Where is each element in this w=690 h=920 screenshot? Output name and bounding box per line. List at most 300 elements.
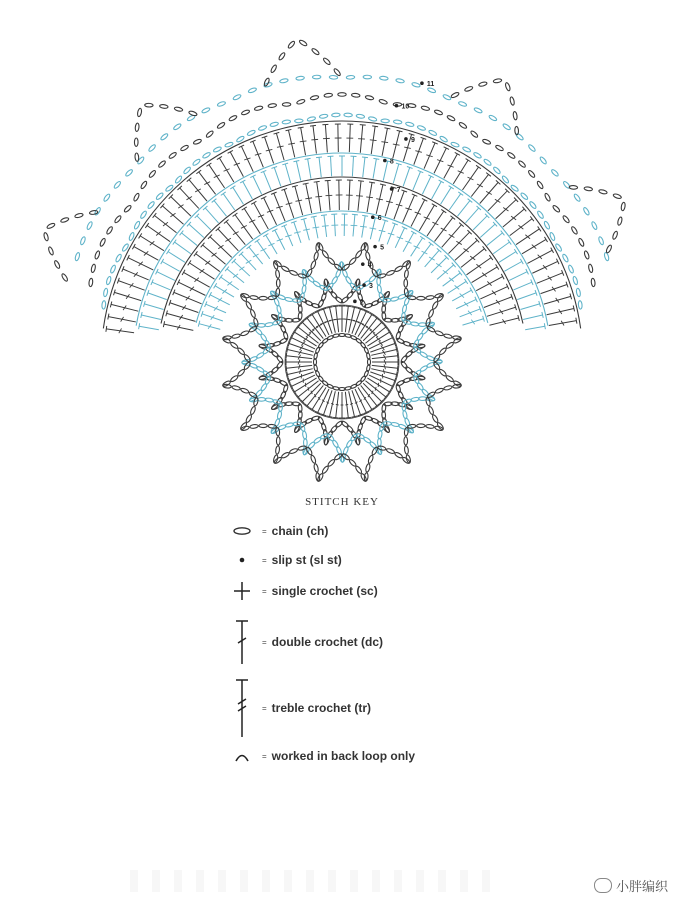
chain-stitch <box>536 180 544 189</box>
round-labels <box>360 81 435 306</box>
chain-stitch <box>404 270 409 279</box>
sc-top <box>316 157 322 158</box>
chain-stitch <box>515 133 524 141</box>
chain-stitch <box>478 81 487 87</box>
sc-top <box>544 323 545 329</box>
chain-stitch <box>180 144 189 151</box>
chain-stitch <box>355 338 362 345</box>
sc-top <box>362 157 368 158</box>
chain-stitch <box>584 250 590 259</box>
tr-top <box>466 159 471 162</box>
sc-stitch <box>285 164 291 183</box>
chain-stitch <box>539 156 547 165</box>
chain-stitch <box>322 380 329 387</box>
watermark <box>594 876 668 895</box>
chain-stitch <box>405 350 414 358</box>
chain-stitch <box>311 48 320 56</box>
chain-stitch <box>426 424 435 429</box>
sc-stitch <box>197 216 211 230</box>
dc-top <box>345 306 351 307</box>
chain-stitch <box>591 221 598 230</box>
sc-stitch <box>157 272 175 281</box>
dc-top <box>352 214 358 215</box>
legend-equals: = <box>262 586 267 596</box>
chain-stitch <box>365 252 371 261</box>
dc-top <box>314 181 320 182</box>
dc-top <box>286 365 287 371</box>
tr-bar <box>186 197 192 200</box>
sc-top <box>293 160 299 161</box>
chain-stitch <box>289 270 298 277</box>
chain-stitch <box>148 144 156 152</box>
chain-stitch <box>318 375 325 382</box>
sc-stitch <box>308 159 311 179</box>
chain-stitch <box>562 215 570 224</box>
chain-stitch <box>435 330 444 336</box>
chain-stitch <box>405 366 414 374</box>
chain-stitch <box>513 111 518 120</box>
chain-stitch <box>94 250 100 259</box>
tr-bar <box>477 184 483 187</box>
sc-stitch <box>509 272 527 281</box>
chain-stitch <box>346 425 354 434</box>
tr-top <box>196 170 201 174</box>
chain-stitch <box>453 337 462 344</box>
legend-label: single crochet (sc) <box>271 584 378 598</box>
chain-stitch <box>321 465 329 474</box>
tr-top <box>360 125 366 126</box>
tr-top <box>206 163 211 166</box>
chain-stitch <box>201 107 210 114</box>
chain-stitch <box>202 152 211 159</box>
back-loop-icon <box>228 749 256 763</box>
sc-stitch <box>181 233 197 246</box>
chain-stitch <box>445 375 454 383</box>
chain-stitch <box>103 288 108 297</box>
tr-bar <box>543 265 547 269</box>
sc-stitch <box>243 181 253 199</box>
dc-top <box>219 275 222 280</box>
center-ring <box>285 305 399 419</box>
sc-top <box>449 186 454 189</box>
chain-stitch <box>621 202 626 211</box>
chain-stitch <box>396 379 405 386</box>
chain-stitch <box>363 75 371 79</box>
chain-stitch <box>417 296 425 300</box>
dc-bar <box>322 226 329 227</box>
chain-stitch <box>405 122 414 128</box>
chain-stitch <box>495 144 504 151</box>
sc-stitch <box>319 157 321 177</box>
legend-item-double-crochet <box>228 618 383 666</box>
chain-stitch <box>330 291 338 300</box>
chain-stitch <box>228 115 237 122</box>
chain-stitch <box>140 180 148 189</box>
chain-stitch <box>237 347 246 355</box>
chain-stitch <box>450 142 459 148</box>
chain-stitch <box>48 246 54 255</box>
chain-stitch <box>572 276 578 285</box>
sc-stitch <box>449 194 461 210</box>
chain-stitch <box>86 221 93 230</box>
dc-top <box>450 216 455 220</box>
dc-top <box>464 279 467 284</box>
chain-stitch <box>296 99 305 105</box>
join-marker <box>390 187 394 191</box>
chain-stitch <box>258 125 267 131</box>
tr-bar <box>538 255 542 259</box>
chain-stitch <box>271 350 280 358</box>
sc-stitch <box>499 252 516 263</box>
sc-stitch <box>233 187 244 204</box>
chain-stitch <box>507 152 516 160</box>
dc-top <box>286 353 287 359</box>
chain-stitch <box>213 146 222 153</box>
chain-stitch <box>312 75 320 79</box>
dc-top <box>233 213 238 217</box>
legend-item-single-crochet <box>228 580 378 602</box>
sc-stitch <box>263 172 271 190</box>
chain-stitch <box>115 254 122 263</box>
chain-stitch <box>233 94 242 101</box>
chain-stitch <box>307 116 316 122</box>
chain-stitch <box>278 52 286 61</box>
chain-stitch <box>348 257 356 266</box>
tr-top <box>476 165 481 168</box>
chain-stitch <box>133 193 140 202</box>
chain-stitch <box>366 352 370 359</box>
sc-stitch <box>523 315 542 320</box>
dc-bar <box>295 200 302 201</box>
chain-stitch <box>482 139 491 146</box>
dc-bar <box>369 228 376 229</box>
join-marker <box>420 81 424 85</box>
sc-stitch <box>352 156 353 176</box>
chain-stitch <box>445 341 454 349</box>
chain-stitch <box>368 116 377 122</box>
chain-stitch <box>188 110 197 116</box>
dc-top <box>489 255 492 260</box>
chain-stitch <box>46 222 55 229</box>
chain-stitch <box>394 265 403 272</box>
chain-stitch <box>247 129 256 136</box>
dc-bar <box>305 198 312 199</box>
faint-bleed-text <box>130 870 490 892</box>
chain-stitch <box>145 103 154 107</box>
sc-top <box>230 186 235 189</box>
dc-top <box>182 270 185 275</box>
dc-top <box>441 209 446 212</box>
legend-label: chain (ch) <box>271 524 329 538</box>
tr-bar <box>486 191 492 194</box>
chain-stitch <box>80 236 86 245</box>
tr-bar <box>288 143 295 144</box>
chain-stitch <box>103 193 111 202</box>
dc-bar <box>356 196 363 197</box>
chain-stitch <box>240 387 249 393</box>
chain-stitch <box>369 441 378 449</box>
chain-stitch <box>313 252 319 261</box>
chain-stitch <box>173 123 182 131</box>
chain-stitch <box>317 242 324 251</box>
chain-stitch <box>106 276 112 285</box>
sc-stitch <box>141 315 160 320</box>
tr-top <box>573 306 574 312</box>
sc-stitch <box>432 181 442 199</box>
sc-stitch <box>148 293 167 300</box>
chain-stitch <box>289 448 298 455</box>
dc-bar <box>190 287 194 291</box>
tr-bar <box>300 141 307 142</box>
tr-bar <box>381 142 388 143</box>
chain-stitch <box>360 473 367 482</box>
chain-stitch <box>135 153 139 162</box>
join-marker <box>353 300 357 304</box>
sc-stitch <box>152 282 170 290</box>
chain-stitch <box>458 101 467 107</box>
chain-stitch <box>183 166 192 174</box>
chain-stitch <box>193 139 202 146</box>
sc-top <box>508 240 511 245</box>
dc-top <box>188 260 191 265</box>
watermark-text: 小胖编织 <box>615 880 668 895</box>
dc-bar <box>366 327 372 330</box>
legend-label: worked in back loop only <box>271 749 416 763</box>
chain-stitch <box>400 355 408 364</box>
sc-top <box>173 240 176 245</box>
sc-stitch <box>525 326 545 329</box>
chain-stitch <box>322 338 329 345</box>
chain-stitch <box>421 105 430 111</box>
chain-stitch <box>404 279 408 287</box>
chain-stitch <box>443 385 452 391</box>
join-marker <box>383 159 387 163</box>
chain-stitch <box>230 375 239 383</box>
chain-stitch <box>259 424 267 428</box>
sc-stitch <box>517 293 536 300</box>
chain-stitch <box>528 170 536 179</box>
sc-stitch <box>253 176 262 194</box>
chain-stitch <box>158 160 167 168</box>
sc-stitch <box>214 201 226 217</box>
chain-stitch <box>470 130 479 138</box>
chain-stitch <box>365 95 374 100</box>
chain-stitch <box>323 57 332 65</box>
chain-stitch <box>509 97 515 106</box>
dc-top <box>432 204 437 207</box>
tr-top <box>110 302 111 308</box>
chain-stitch <box>464 86 473 92</box>
round-label-5: 5 <box>380 244 384 252</box>
tr-top <box>298 127 304 128</box>
legend-label: treble crochet (tr) <box>271 701 372 715</box>
sc-top <box>514 249 517 254</box>
chain-stitch <box>279 337 288 344</box>
chain-stitch <box>279 78 288 83</box>
chain-stitch <box>245 414 252 423</box>
chain-stitch <box>493 78 502 83</box>
chain-stitch <box>341 296 350 304</box>
dc-top <box>397 353 398 359</box>
dc-top <box>194 251 198 256</box>
sc-stitch <box>296 161 300 181</box>
chain-stitch <box>284 297 293 302</box>
tr-bar <box>214 175 220 178</box>
chain-stitch <box>393 120 402 125</box>
wechat-icon <box>594 878 612 893</box>
dc-bar <box>253 254 259 257</box>
chain-stitch <box>217 101 226 107</box>
chain-stitch <box>417 424 425 428</box>
chain-stitch <box>160 133 169 141</box>
dc-bar <box>460 293 464 297</box>
dc-bar <box>449 234 455 237</box>
chain-stitch <box>329 75 338 79</box>
chain-stitch <box>147 201 155 210</box>
chain-stitch <box>578 301 582 310</box>
chain-stitch <box>174 106 183 111</box>
chain-stitch <box>439 347 448 355</box>
chain-stitch <box>43 232 49 241</box>
sc-stitch <box>393 164 399 183</box>
dc-top <box>311 216 317 217</box>
dc-top <box>303 183 309 184</box>
chain-stitch <box>313 463 319 472</box>
chain-stitch <box>344 113 353 117</box>
dc-top <box>333 417 339 418</box>
chain-stitch <box>588 264 593 273</box>
legend-item-back-loop <box>228 749 415 763</box>
chain-stitch <box>426 326 435 333</box>
chain-stitch <box>371 300 380 307</box>
dc-bar <box>301 341 305 345</box>
sc-stitch <box>493 242 509 254</box>
chain-stitch <box>411 82 420 88</box>
chain-stitch <box>205 130 214 138</box>
tr-top <box>397 130 403 131</box>
round-label-7: 7 <box>396 186 401 194</box>
dc-top <box>358 181 364 182</box>
round-markers <box>353 81 424 303</box>
sc-stitch <box>441 187 452 204</box>
chain-stitch <box>255 389 263 398</box>
dc-top <box>458 271 462 276</box>
scallop-rounds <box>43 39 625 309</box>
chain-stitch <box>450 92 459 99</box>
chain-stitch <box>232 333 241 339</box>
legend-label: slip st (sl st) <box>271 553 342 567</box>
sc-stitch <box>480 224 495 237</box>
chain-stitch <box>310 95 319 100</box>
chain-stitch <box>137 108 142 117</box>
chain-stitch <box>324 93 333 98</box>
join-marker <box>404 137 408 141</box>
chain-stitch <box>404 437 408 445</box>
chain-stitch <box>250 295 259 300</box>
tr-bar <box>195 189 201 192</box>
chain-stitch <box>263 77 270 86</box>
chain-stitch <box>396 78 405 83</box>
dc-bar <box>456 241 461 244</box>
sc-top <box>542 312 543 318</box>
chain-stitch <box>276 437 280 445</box>
dc-top <box>496 264 499 269</box>
dc-bar <box>241 225 247 228</box>
legend-equals: = <box>262 555 267 565</box>
legend-equals: = <box>262 526 267 536</box>
chain-stitch <box>155 192 164 200</box>
chain-stitch <box>434 109 443 115</box>
dc-bar <box>303 229 310 230</box>
chain-stitch <box>391 422 400 427</box>
dc-bar <box>331 403 334 404</box>
chain-stitch <box>544 193 551 202</box>
dc-top <box>163 321 164 327</box>
chain-stitch <box>319 114 328 119</box>
chain-stitch <box>439 368 448 376</box>
chain-stitch <box>91 264 96 273</box>
chain-stitch <box>381 119 390 123</box>
chain-stitch <box>552 205 561 213</box>
chain-stitch <box>576 288 581 297</box>
chain-stitch <box>568 265 575 274</box>
dc-bar <box>308 387 309 391</box>
chain-stitch <box>367 455 373 464</box>
dc-top <box>242 207 247 210</box>
chain-stitch <box>578 238 585 247</box>
chain-stitch <box>338 93 346 97</box>
sc-stitch <box>274 167 281 186</box>
chain-stitch <box>346 291 354 300</box>
chain-stitch <box>89 278 94 287</box>
join-marker <box>362 283 366 287</box>
dc-bar <box>432 222 438 225</box>
dc-bar <box>487 281 491 285</box>
chain-stitch <box>123 205 132 213</box>
chain-stitch <box>282 120 291 125</box>
chain-stitch <box>296 76 305 81</box>
chain-stitch <box>462 146 471 153</box>
tr-top <box>286 129 292 130</box>
join-marker <box>395 104 399 108</box>
chain-stitch <box>543 221 550 230</box>
tr-bar <box>468 177 474 180</box>
dc-bar <box>186 296 190 300</box>
chain-stitch <box>502 123 511 131</box>
tr-bar <box>311 139 318 140</box>
chain-stitch <box>304 417 313 424</box>
chain-stitch <box>270 122 279 128</box>
sc-stitch <box>504 262 521 272</box>
dc-bar <box>305 383 306 387</box>
tr-bar <box>204 182 210 185</box>
sc-stitch <box>189 224 204 237</box>
chain-stitch <box>488 114 497 121</box>
chain-stitch <box>89 210 98 215</box>
chain-stitch <box>99 238 106 247</box>
sc-stitch <box>162 262 179 272</box>
chain-stitch <box>232 385 241 391</box>
tr-bar <box>495 199 500 202</box>
chain-stitch <box>268 103 277 108</box>
chain-stitch <box>310 455 316 464</box>
chain-stitch <box>306 268 313 277</box>
sc-stitch <box>422 176 431 194</box>
chain-stitch <box>106 226 114 235</box>
dc-bar <box>313 227 320 228</box>
chain-stitch <box>431 301 438 310</box>
sc-stitch <box>473 216 487 230</box>
